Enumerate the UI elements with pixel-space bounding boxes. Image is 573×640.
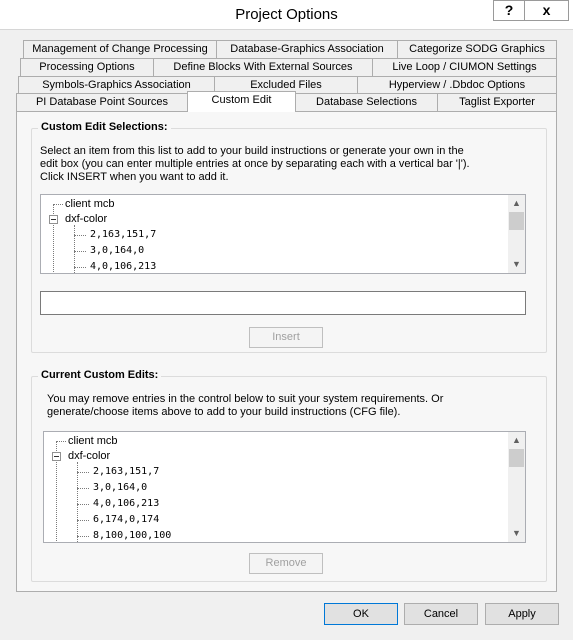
tree-item-child[interactable]: 2,163,151,7 — [93, 466, 160, 477]
tree-item-child[interactable]: 4,0,106,213 — [90, 261, 157, 272]
tree-item-child[interactable]: 3,0,164,0 — [93, 482, 148, 493]
tree-item-parent[interactable]: dxf-color — [68, 450, 111, 462]
tab-database-graphics-association[interactable]: Database-Graphics Association — [216, 40, 398, 58]
cancel-button[interactable]: Cancel — [404, 603, 478, 625]
selections-tree[interactable] — [40, 194, 526, 274]
collapse-icon[interactable] — [49, 215, 58, 224]
tab-processing-options[interactable]: Processing Options — [20, 58, 154, 76]
selections-scrollbar[interactable] — [508, 195, 525, 273]
scroll-down-icon[interactable]: ▼ — [512, 528, 521, 538]
selections-desc-line3: Click INSERT when you want to add it. — [40, 171, 229, 183]
custom-edit-panel — [16, 111, 557, 592]
window-title: Project Options — [235, 6, 338, 23]
tab-live-loop-ciumon[interactable]: Live Loop / CIUMON Settings — [372, 58, 557, 76]
current-edits-scrollbar[interactable] — [508, 432, 525, 542]
scroll-up-icon[interactable]: ▲ — [512, 435, 521, 445]
tree-item-root[interactable]: client mcb — [65, 198, 115, 210]
tree-item-root[interactable]: client mcb — [68, 435, 118, 447]
collapse-icon[interactable] — [52, 452, 61, 461]
tree-item-child[interactable]: 6,174,0,174 — [93, 514, 160, 525]
tab-database-selections[interactable]: Database Selections — [295, 93, 438, 111]
tab-custom-edit[interactable]: Custom Edit — [187, 91, 296, 112]
tab-pi-database-point-sources[interactable]: PI Database Point Sources — [16, 93, 188, 111]
scroll-down-icon[interactable]: ▼ — [512, 259, 521, 269]
tab-taglist-exporter[interactable]: Taglist Exporter — [437, 93, 557, 111]
tab-define-blocks-external-sources[interactable]: Define Blocks With External Sources — [153, 58, 373, 76]
tree-item-child[interactable]: 3,0,164,0 — [90, 245, 145, 256]
tab-hyperview-dbdoc[interactable]: Hyperview / .Dbdoc Options — [357, 76, 557, 94]
tree-item-child[interactable]: 2,163,151,7 — [90, 229, 157, 240]
tree-item-parent[interactable]: dxf-color — [65, 213, 108, 225]
insert-button[interactable]: Insert — [249, 327, 323, 348]
current-custom-edits-title: Current Custom Edits: — [38, 369, 161, 381]
tab-management-of-change[interactable]: Management of Change Processing — [23, 40, 217, 58]
remove-button[interactable]: Remove — [249, 553, 323, 574]
tab-excluded-files[interactable]: Excluded Files — [214, 76, 358, 94]
edits-desc-line2: generate/choose items above to add to your build instructions (CFG file). — [47, 406, 401, 418]
scroll-thumb[interactable] — [509, 449, 524, 467]
edits-desc-line1: You may remove entries in the control below to suit your system requirements. Or — [47, 393, 444, 405]
selections-desc-line2: edit box (you can enter multiple entries at once by separating each with a vertical bar '|'). — [40, 158, 470, 170]
apply-button[interactable]: Apply — [485, 603, 559, 625]
tree-item-child[interactable]: 8,100,100,100 — [93, 530, 172, 541]
selections-desc-line1: Select an item from this list to add to your build instructions or generate your own in the — [40, 145, 464, 157]
tree-item-child[interactable]: 4,0,106,213 — [93, 498, 160, 509]
scroll-thumb[interactable] — [509, 212, 524, 230]
close-button[interactable]: x — [524, 0, 569, 21]
tab-categorize-sodg-graphics[interactable]: Categorize SODG Graphics — [397, 40, 557, 58]
ok-button[interactable]: OK — [324, 603, 398, 625]
title-bar — [0, 0, 573, 30]
custom-edit-input[interactable] — [40, 291, 526, 315]
current-edits-tree[interactable] — [43, 431, 526, 543]
help-button[interactable]: ? — [493, 0, 525, 21]
custom-edit-selections-title: Custom Edit Selections: — [38, 121, 171, 133]
scroll-up-icon[interactable]: ▲ — [512, 198, 521, 208]
tab-symbols-graphics-association[interactable]: Symbols-Graphics Association — [18, 76, 215, 94]
